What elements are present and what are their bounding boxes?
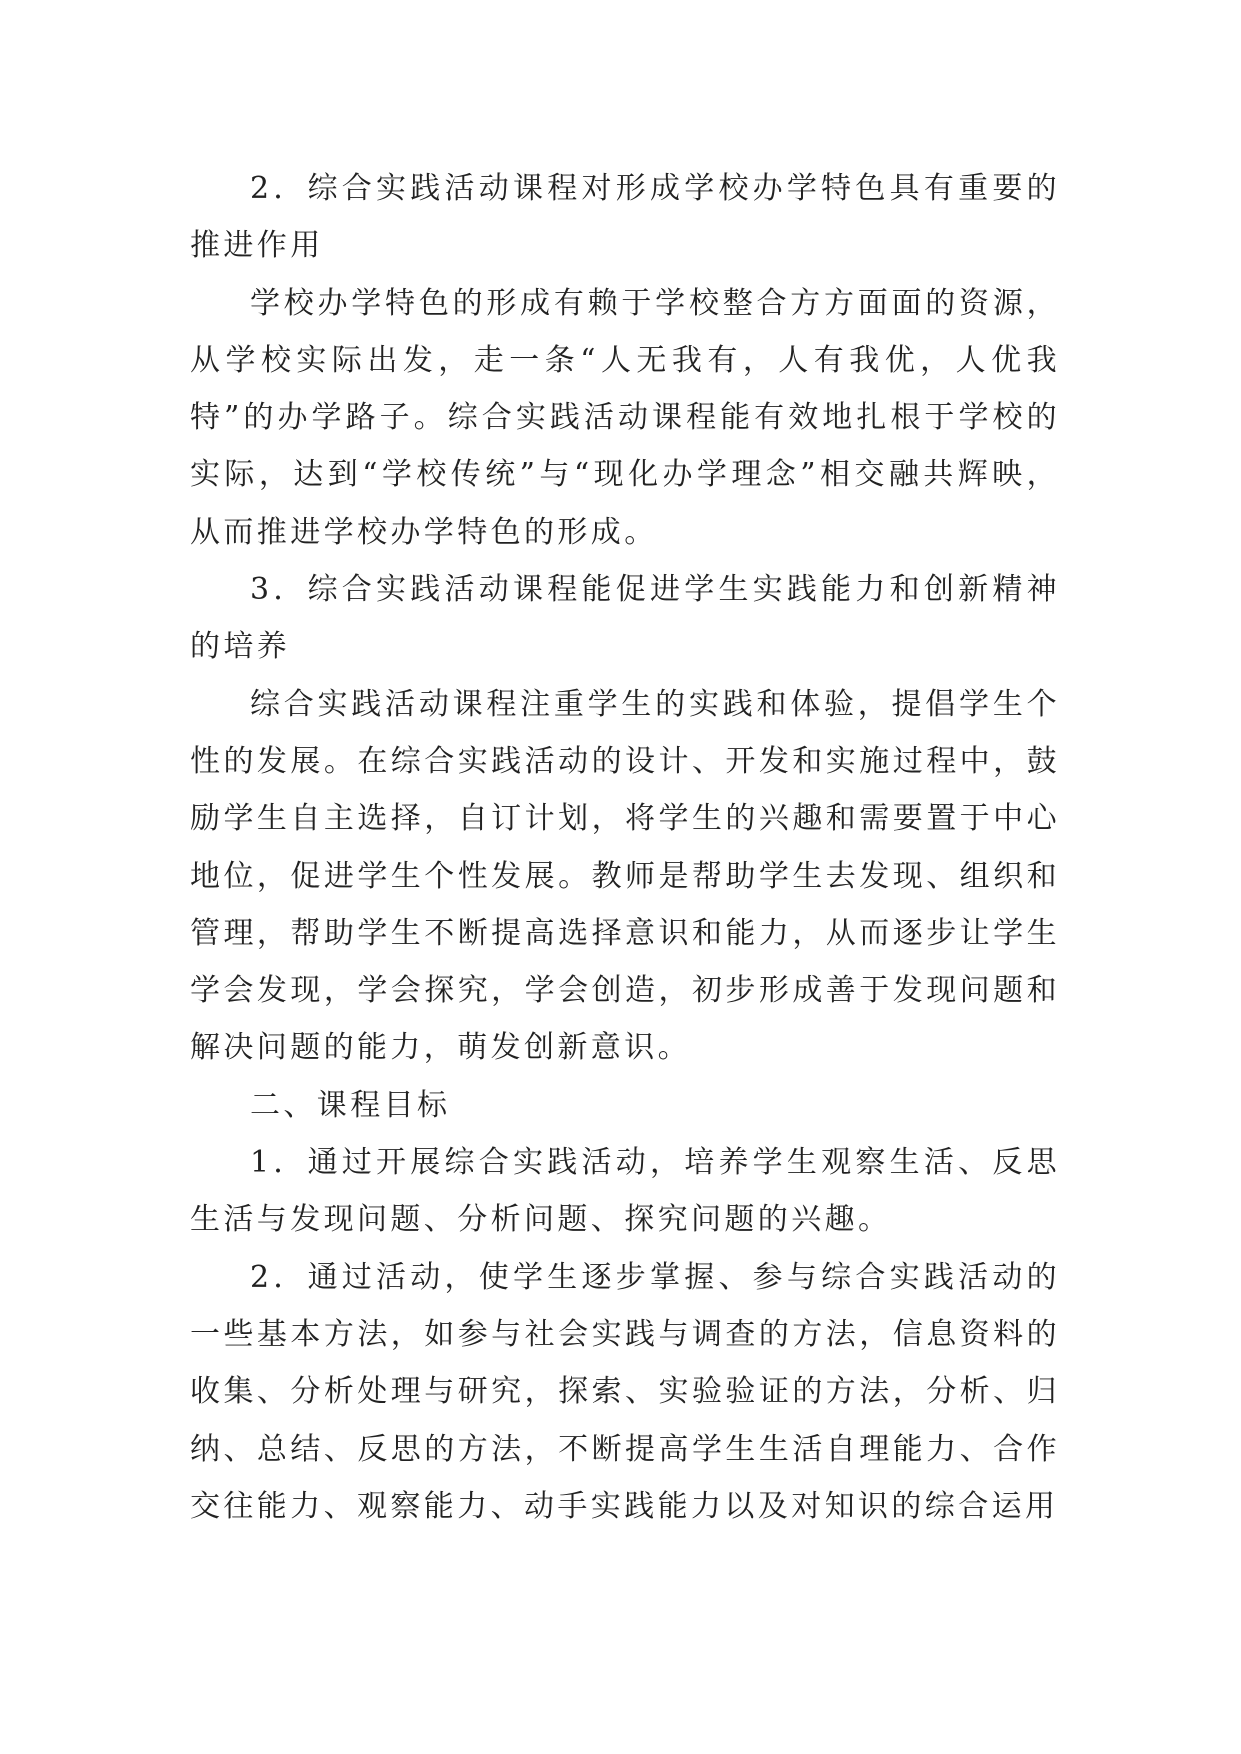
- section-heading-practice-innovation: 3．综合实践活动课程能促进学生实践能力和创新精神的培养: [190, 572, 1060, 665]
- section-heading-promote-school-features: 2．综合实践活动课程对形成学校办学特色具有重要的推进作用: [190, 171, 1060, 264]
- paragraph-practice-innovation: 综合实践活动课程注重学生的实践和体验，提倡学生个性的发展。在综合实践活动的设计、开发和实施过程中，鼓励学生自主选择，自订计划，将学生的兴趣和需要置于中心地位，促进学生个性发展。教师是帮助学生去发现、组织和管理，帮助学生不断提高选择意识和能力，从而逐步让学生学会发现，学会探究，学会创造，初步形成善于发现问题和解决问题的能力，萌发创新意识。: [190, 686, 1060, 1066]
- goal-item-1: 1．通过开展综合实践活动，培养学生观察生活、反思生活与发现问题、分析问题、探究问题的兴趣。: [190, 1145, 1060, 1238]
- section-heading-course-goals: 二、课程目标: [250, 1087, 451, 1123]
- goal-item-2: 2．通过活动，使学生逐步掌握、参与综合实践活动的一些基本方法，如参与社会实践与调查的方法，信息资料的收集、分析处理与研究，探索、实验验证的方法，分析、归纳、总结、反思的方法，不断提高学生生活自理能力、合作交往能力、观察能力、动手实践能力以及对知识的综合运用: [190, 1259, 1060, 1524]
- document-body: [190, 160, 1060, 1535]
- paragraph-school-features: 学校办学特色的形成有赖于学校整合方方面面的资源，从学校实际出发，走一条“人无我有，人有我优，人优我特”的办学路子。综合实践活动课程能有效地扎根于学校的实际，达到“学校传统”与“现化办学理念”相交融共辉映，从而推进学校办学特色的形成。: [190, 285, 1060, 550]
